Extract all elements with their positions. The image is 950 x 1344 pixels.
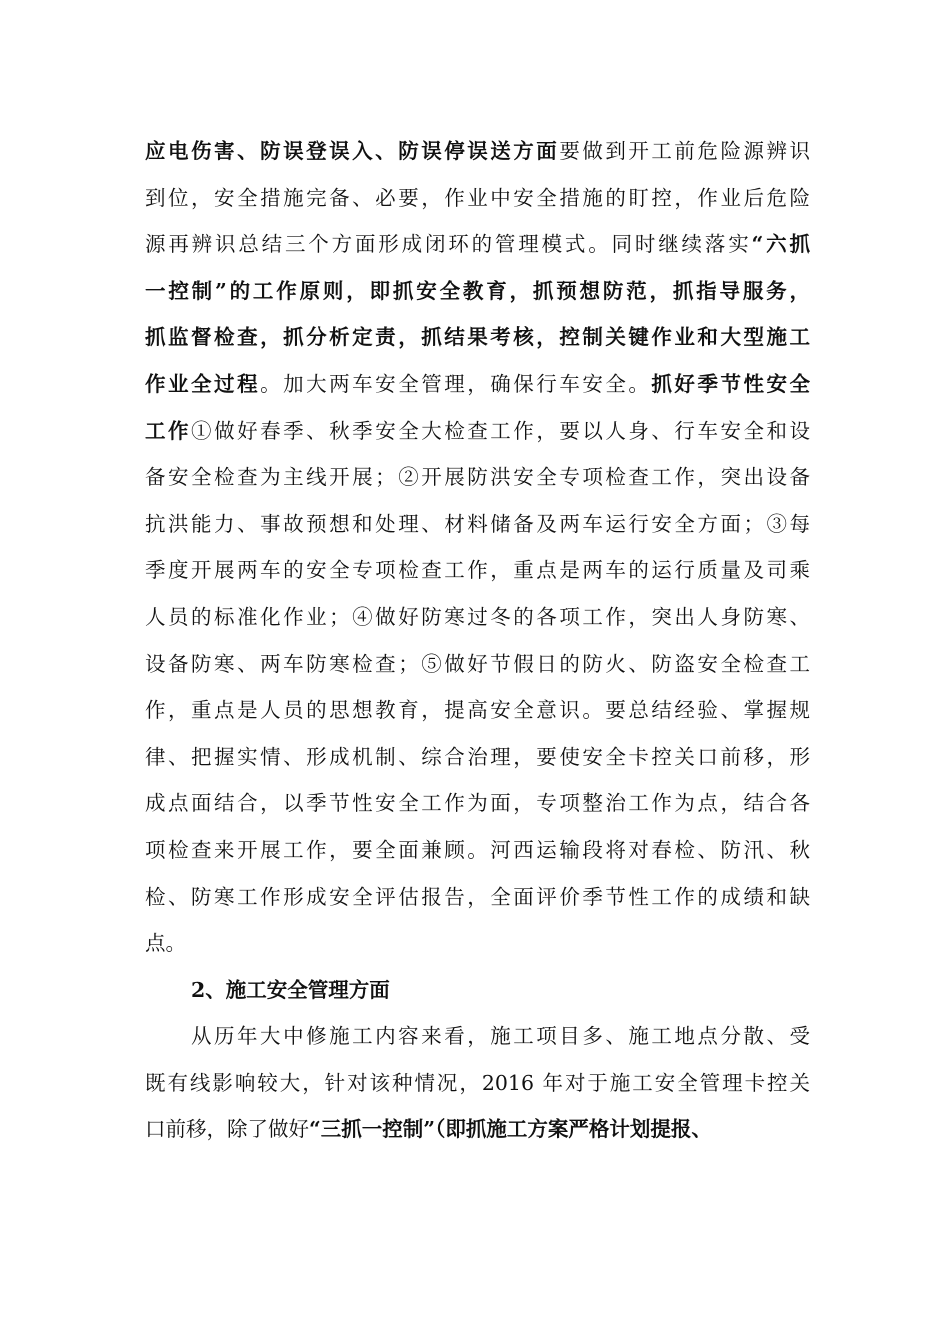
text-line xyxy=(145,734,810,781)
text-line xyxy=(145,920,810,967)
bold-text: “三抓一控制”（即抓施工方案严格计划提报、 xyxy=(309,1117,712,1142)
text-line xyxy=(145,547,810,594)
text-run: 要做到开工前危险源辨识 xyxy=(559,139,811,163)
text-line xyxy=(145,361,810,408)
text-line xyxy=(145,454,810,501)
text-run: 到位，安全措施完备、必要，作业中安全措施的盯控，作业后危险 xyxy=(145,185,810,210)
text-line xyxy=(145,128,810,175)
text-line xyxy=(145,1106,810,1153)
text-line xyxy=(145,268,810,315)
text-run: 抗洪能力、事故预想和处理、材料储备及两车运行安全方面；③每 xyxy=(145,511,810,536)
text-line xyxy=(145,827,810,874)
text-line xyxy=(145,780,810,827)
bold-text: 作业全过程 xyxy=(145,371,261,396)
text-run: 律、把握实情、形成机制、综合治理，要使安全卡控关口前移，形 xyxy=(145,744,810,769)
paragraph-construction-safety xyxy=(145,1013,810,1153)
text-run: 设备防寒、两车防寒检查；⑤做好节假日的防火、防盗安全检查工 xyxy=(145,651,810,676)
bold-text: 一控制”的工作原则，即抓安全教育，抓预想防范，抓指导服务， xyxy=(145,278,810,303)
paragraph-safety-measures xyxy=(145,128,810,967)
bold-text: 抓监督检查，抓分析定责，抓结果考核，控制关键作业和大型施工 xyxy=(145,325,810,350)
bold-text: 工作 xyxy=(145,418,192,443)
text-run: 成点面结合，以季节性安全工作为面，专项整治工作为点，结合各 xyxy=(145,791,810,816)
bold-text: “六抓 xyxy=(751,232,810,257)
text-line xyxy=(145,1060,810,1107)
text-line xyxy=(145,874,810,921)
text-run: 源再辨识总结三个方面形成闭环的管理模式。同时继续落实 xyxy=(145,232,752,257)
section-heading: 2、施工安全管理方面 xyxy=(191,977,390,1002)
text-run: 口前移，除了做好 xyxy=(145,1117,309,1142)
text-run: 点。 xyxy=(145,931,186,956)
text-run: 项检查来开展工作，要全面兼顾。河西运输段将对春检、防汛、秋 xyxy=(145,837,810,862)
text-line xyxy=(145,501,810,548)
text-line xyxy=(145,641,810,688)
bold-text: 应电伤害、防误登误入、防误停误送方面 xyxy=(145,139,560,163)
text-run: 人员的标准化作业；④做好防寒过冬的各项工作，突出人身防寒、 xyxy=(145,604,810,629)
text-run: 备安全检查为主线开展；②开展防洪安全专项检查工作，突出设备 xyxy=(145,465,810,490)
text-run: 从历年大中修施工内容来看，施工项目多、施工地点分散、受 xyxy=(191,1024,810,1049)
text-line xyxy=(145,594,810,641)
text-line xyxy=(145,687,810,734)
text-run: 季度开展两车的安全专项检查工作，重点是两车的运行质量及司乘 xyxy=(145,558,810,583)
bold-text: 抓好季节性安全 xyxy=(651,371,811,396)
text-line xyxy=(145,408,810,455)
text-line xyxy=(145,314,810,361)
text-run: 作，重点是人员的思想教育，提高安全意识。要总结经验、掌握规 xyxy=(145,698,810,723)
text-line xyxy=(145,175,810,222)
text-line xyxy=(145,221,810,268)
text-run: 既有线影响较大，针对该种情况，2016 年对于施工安全管理卡控关 xyxy=(145,1070,810,1095)
text-run: ①做好春季、秋季安全大检查工作，要以人身、行车安全和设 xyxy=(191,418,811,443)
text-line xyxy=(145,1013,810,1060)
text-run: 。加大两车安全管理，确保行车安全。 xyxy=(260,371,652,396)
text-run: 检、防寒工作形成安全评估报告，全面评价季节性工作的成绩和缺 xyxy=(145,884,810,909)
document-page xyxy=(145,128,810,1153)
